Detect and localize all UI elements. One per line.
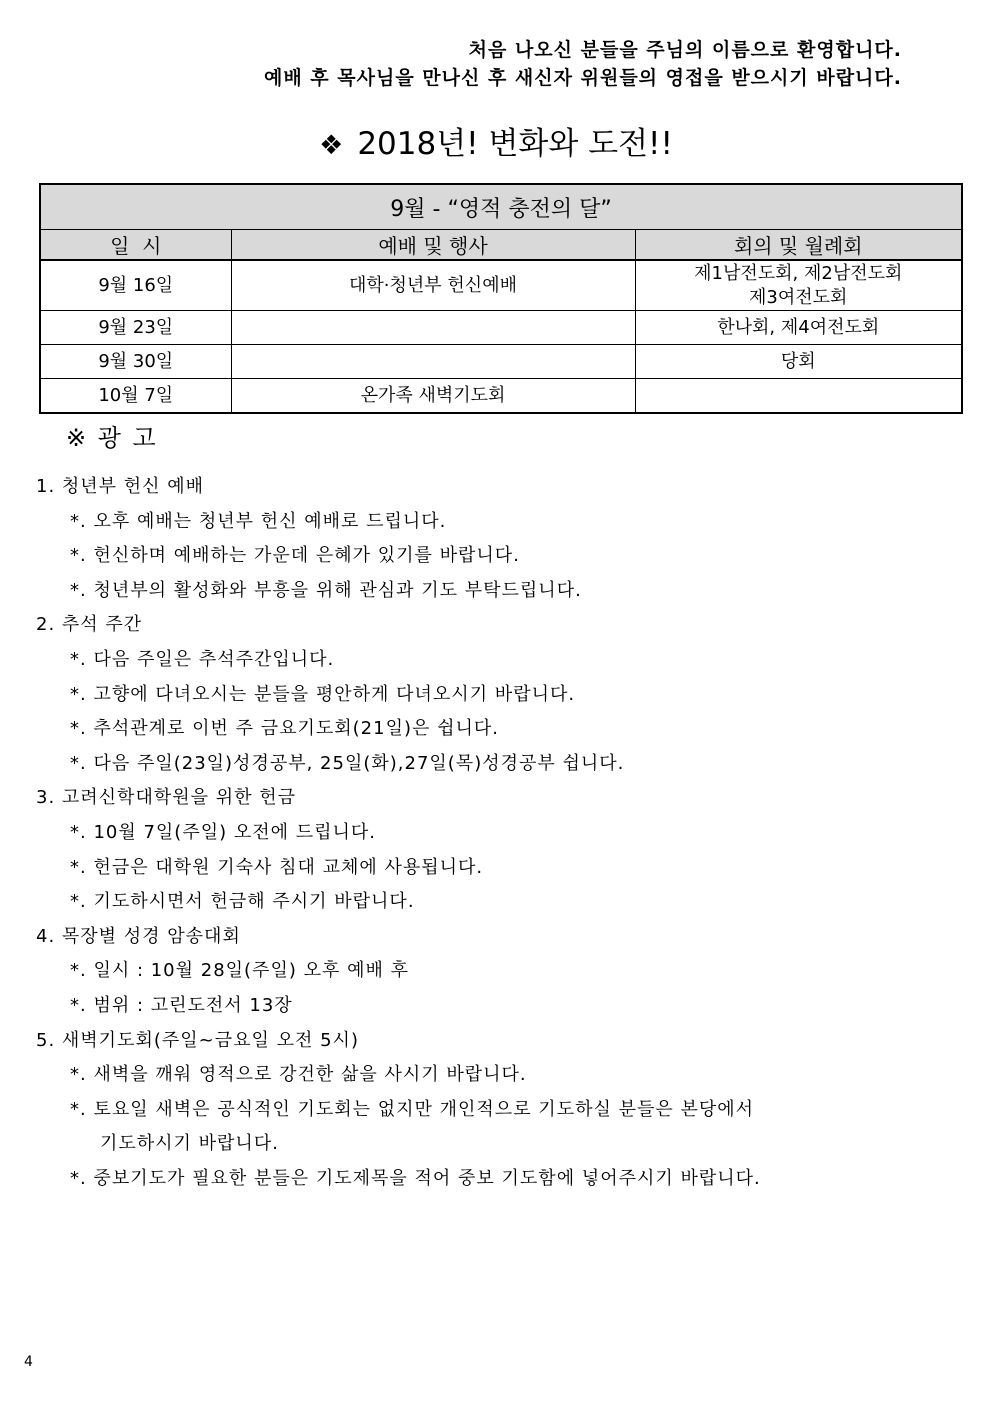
schedule-month-title: 9월 - “영적 충전의 달” bbox=[40, 184, 962, 230]
announcement-title: 2. 추석 주간 bbox=[36, 614, 143, 636]
header-meeting: 회의 및 월례회 bbox=[635, 230, 962, 261]
announcement-item: *. 일시 : 10월 28일(주일) 오후 예배 후 bbox=[70, 960, 409, 982]
announcement-item: *. 다음 주일은 추석주간입니다. bbox=[70, 648, 335, 670]
row-event: 온가족 새벽기도회 bbox=[231, 379, 635, 414]
row-date: 10월 7일 bbox=[40, 379, 231, 414]
row-meeting: 당회 bbox=[635, 345, 962, 379]
announcement-item: *. 10월 7일(주일) 오전에 드립니다. bbox=[70, 821, 376, 843]
announcement-title: 5. 새벽기도회(주일~금요일 오전 5시) bbox=[36, 1029, 359, 1051]
announcement-list bbox=[36, 470, 936, 1196]
welcome-line-2: 예배 후 목사님을 만나신 후 새신자 위원들의 영접을 받으시기 바랍니다. bbox=[263, 67, 902, 89]
announcement-item: *. 범위 : 고린도전서 13장 bbox=[70, 994, 293, 1016]
row-date: 9월 30일 bbox=[40, 345, 231, 379]
row-event bbox=[231, 345, 635, 379]
announcement-item: *. 새벽을 깨워 영적으로 강건한 삶을 사시기 바랍니다. bbox=[70, 1064, 527, 1086]
announcement-item-continued: 기도하시기 바랍니다. bbox=[100, 1133, 279, 1155]
announcement-title: 4. 목장별 성경 암송대회 bbox=[36, 925, 241, 947]
table-row bbox=[40, 260, 962, 311]
row-date: 9월 16일 bbox=[40, 260, 231, 311]
header-event: 예배 및 행사 bbox=[231, 230, 635, 261]
row-meeting bbox=[635, 260, 962, 311]
page-number: 4 bbox=[24, 1354, 33, 1370]
schedule-table bbox=[39, 183, 963, 414]
announcement-item: *. 기도하시면서 헌금해 주시기 바랍니다. bbox=[70, 891, 415, 913]
row-meeting-line-2: 제3여전도회 bbox=[749, 286, 848, 308]
row-meeting-line-1: 제1남전도회, 제2남전도회 bbox=[694, 262, 903, 284]
announcement-item: *. 헌금은 대학원 기숙사 침대 교체에 사용됩니다. bbox=[70, 856, 484, 878]
table-row bbox=[40, 379, 962, 414]
diamond-bullet-icon: ❖ bbox=[319, 130, 344, 161]
announcement-item: *. 오후 예배는 청년부 헌신 예배로 드립니다. bbox=[70, 510, 447, 532]
announcement-item: *. 청년부의 활성화와 부흥을 위해 관심과 기도 부탁드립니다. bbox=[70, 579, 582, 601]
notice-heading: ※ 광 고 bbox=[66, 424, 158, 452]
row-meeting: 한나회, 제4여전도회 bbox=[635, 311, 962, 345]
table-row bbox=[40, 345, 962, 379]
row-event: 대학·청년부 헌신예배 bbox=[231, 260, 635, 311]
row-event bbox=[231, 311, 635, 345]
announcement-title: 3. 고려신학대학원을 위한 헌금 bbox=[36, 787, 296, 809]
welcome-line-1: 처음 나오신 분들을 주님의 이름으로 환영합니다. bbox=[468, 39, 902, 61]
announcement-title: 1. 청년부 헌신 예배 bbox=[36, 476, 205, 497]
header-date: 일 시 bbox=[40, 230, 231, 261]
page-title-text: 2018년! 변화와 도전!! bbox=[357, 126, 673, 162]
announcement-item: *. 헌신하며 예배하는 가운데 은혜가 있기를 바랍니다. bbox=[70, 545, 520, 567]
announcement-item: *. 토요일 새벽은 공식적인 기도회는 없지만 개인적으로 기도하실 분들은 본당에서 bbox=[70, 1098, 755, 1120]
announcement-item: *. 중보기도가 필요한 분들은 기도제목을 적어 중보 기도함에 넣어주시기 바랍니다. bbox=[70, 1167, 761, 1189]
announcement-item: *. 추석관계로 이번 주 금요기도회(21일)은 쉽니다. bbox=[70, 718, 499, 740]
row-meeting bbox=[635, 379, 962, 414]
row-date: 9월 23일 bbox=[40, 311, 231, 345]
announcement-item: *. 다음 주일(23일)성경공부, 25일(화),27일(목)성경공부 쉽니다. bbox=[70, 752, 625, 774]
announcement-item: *. 고향에 다녀오시는 분들을 평안하게 다녀오시기 바랍니다. bbox=[70, 683, 576, 705]
page-title bbox=[0, 122, 992, 168]
welcome-message bbox=[100, 36, 902, 92]
table-row bbox=[40, 311, 962, 345]
